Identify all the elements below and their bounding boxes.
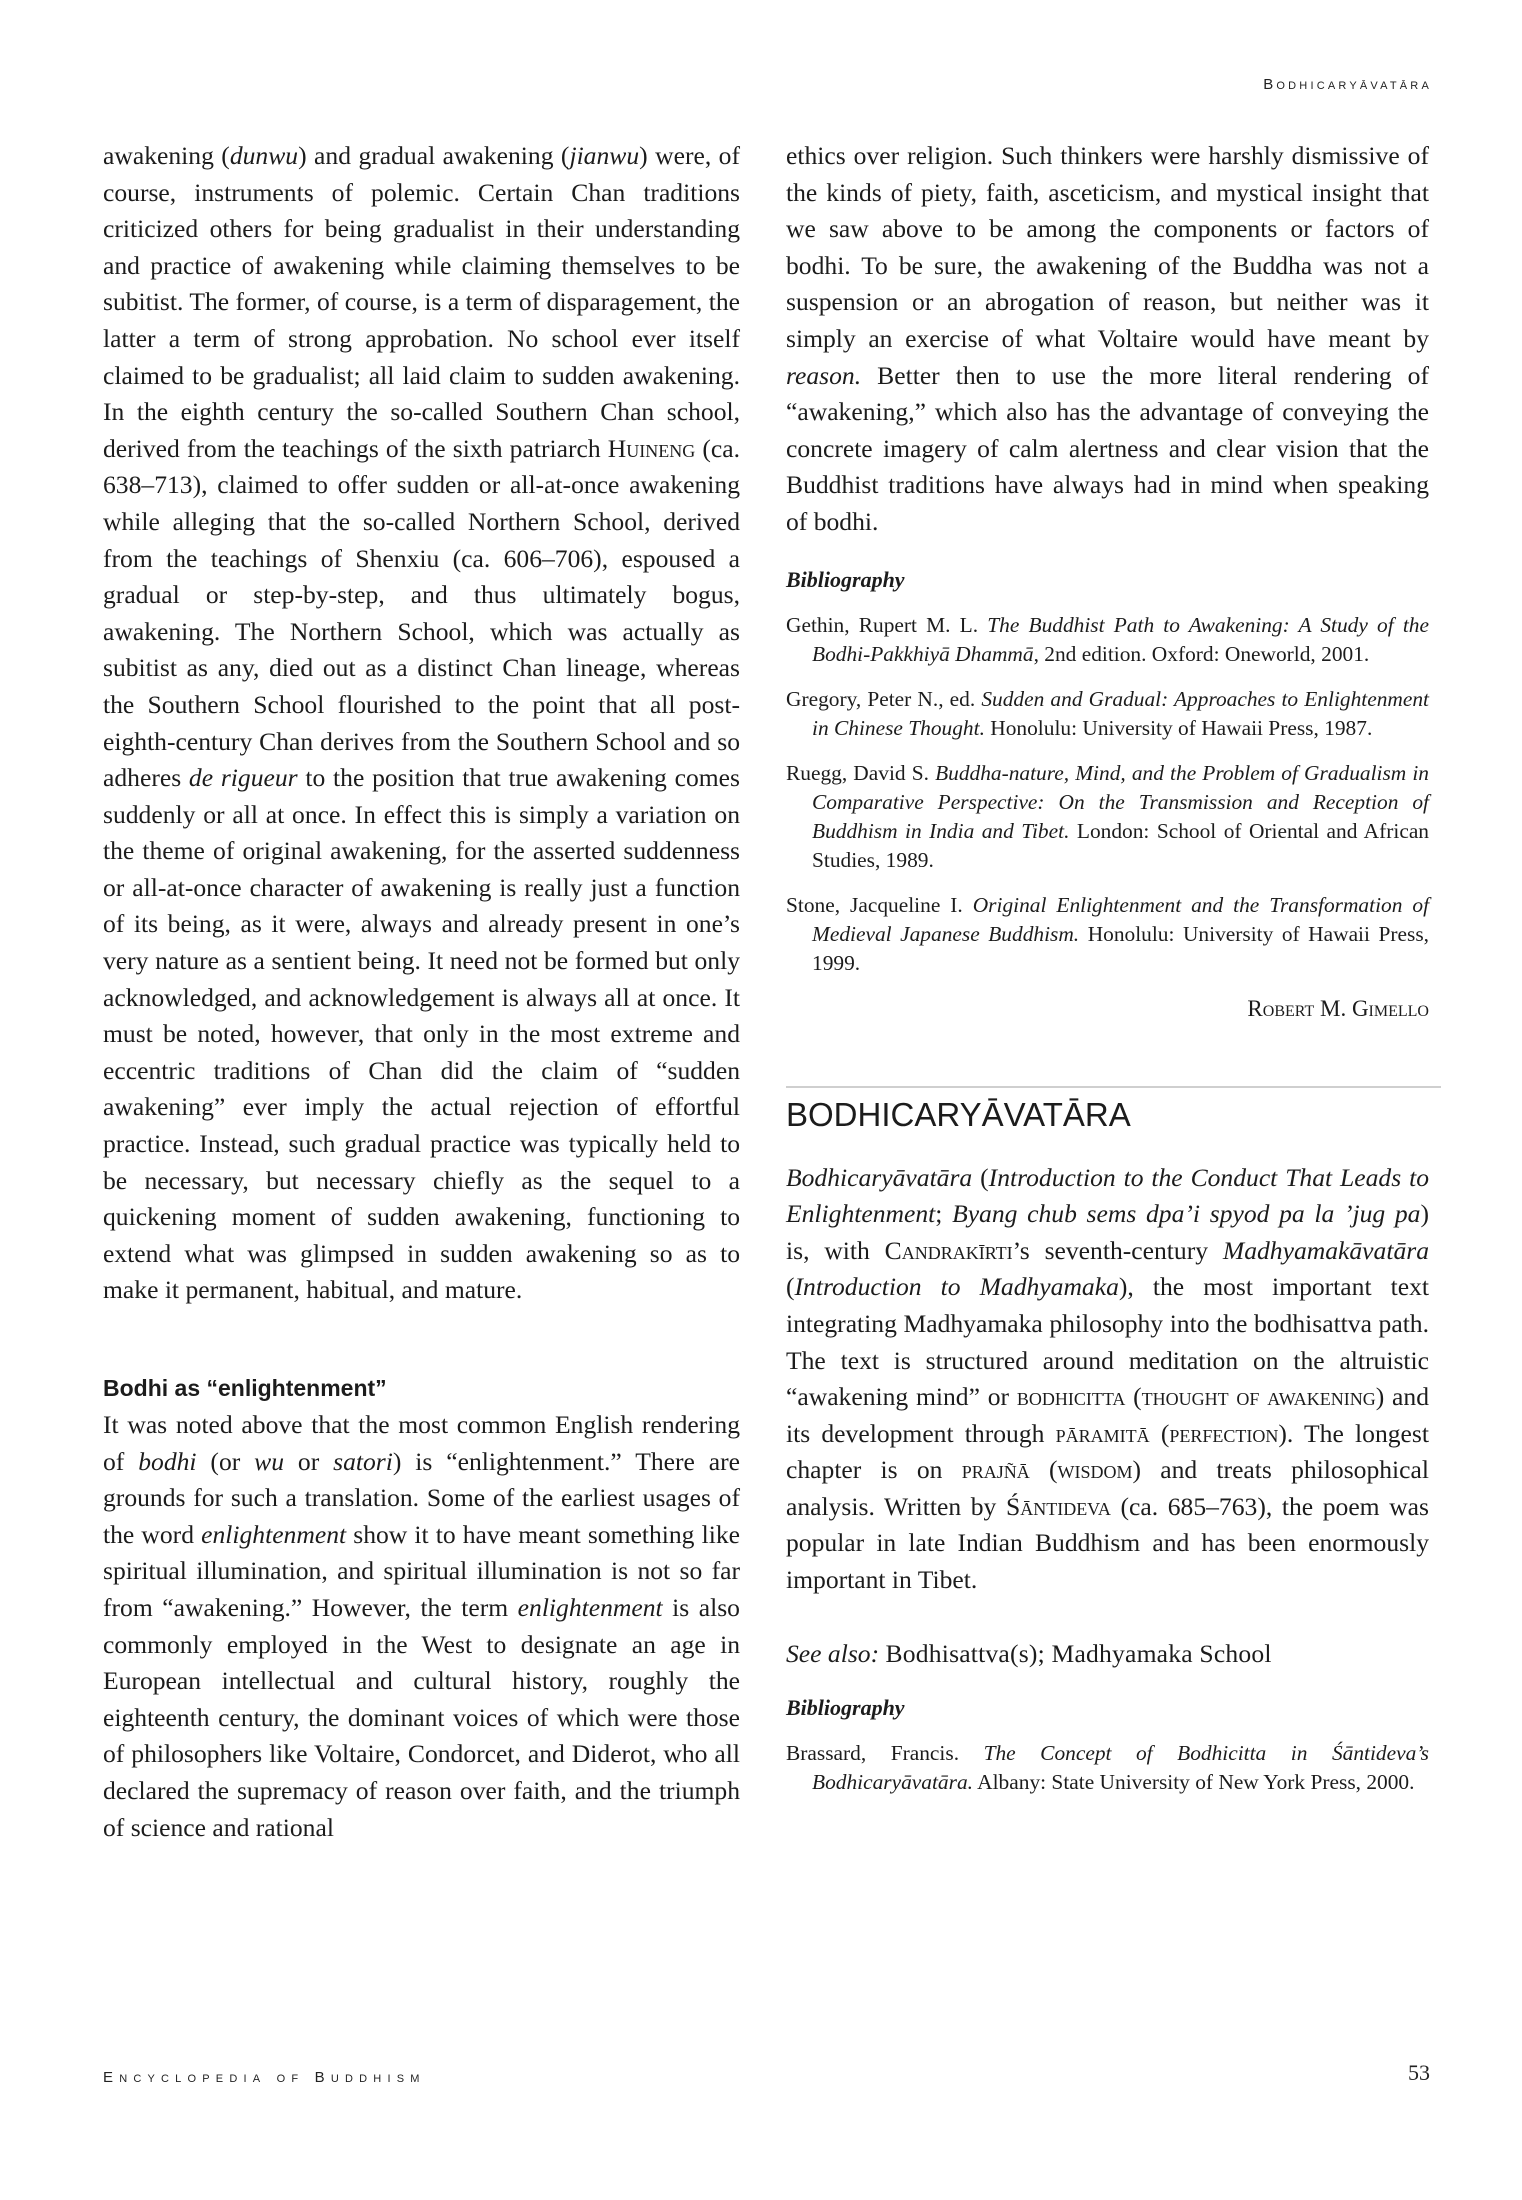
bibliography-list — [786, 611, 1429, 978]
italic-term: Buddha-nature, Mind, and the Problem of Gradualism in Comparative Perspective: On the Transmission and Reception of Buddhism in India and Tibet. — [812, 760, 1429, 843]
bibliography-heading: Bibliography — [786, 1694, 905, 1720]
bibliography-list — [786, 1739, 1429, 1797]
cross-reference[interactable]: Huineng — [607, 433, 696, 463]
cross-reference[interactable]: Candrakīrti — [884, 1235, 1013, 1265]
text-run: ; — [935, 1199, 953, 1229]
italic-term: de rigueur — [188, 763, 298, 793]
italic-term: Original Enlightenment and the Transformation of Medieval Japanese Buddhism. — [812, 892, 1430, 946]
author-signature: Robert M. Gimello — [1247, 995, 1429, 1021]
text-run: ) is “enlightenment.” There are grounds for such a translation. Some of the earliest usages of the word — [103, 1446, 740, 1549]
text-run: Honolulu: University of Hawaii Press, 1999. — [812, 921, 1429, 975]
text-run: (ca. 685–763), the poem was popular in late Indian Buddhism and has been enormously important in Tibet. — [786, 1491, 1429, 1595]
text-run: (or — [196, 1446, 255, 1476]
text-run: ( — [972, 1162, 989, 1192]
bibliography-entry — [786, 611, 1429, 669]
italic-term: satori — [333, 1446, 393, 1476]
page-number: 53 — [1408, 2060, 1430, 2085]
italic-term: reason. — [786, 360, 862, 390]
text-run: It was noted above that the most common English rendering of — [103, 1410, 740, 1476]
text-run: to the position that true awakening comes suddenly or all at once. In effect this is simply a variation on the theme of original awakening, for the asserted suddenness or all-at-once character of awakening is really just a function of its being, as it were, always and already present in one’s very nature as a sentient being. It need not be formed but only acknowledged, and acknowledgement is always all at once. It must be noted, however, that only in the most extreme and eccentric traditions of Chan did the claim of “sudden awakening” ever imply the actual rejection of effortful practice. Instead, such gradual practice was typically held to be necessary, but necessary chiefly as the sequel to a quickening moment of sudden awakening, functioning to extend what was glimpsed in sudden awakening so as to make it permanent, habitual, and mature. — [103, 763, 740, 1305]
footer-publication: Encyclopedia of Buddhism — [103, 2069, 426, 2086]
bibliography-entry — [786, 891, 1429, 978]
italic-term: Madhyamakāvatāra — [1222, 1235, 1429, 1265]
italic-term: Sudden and Gradual: Approaches to Enlightenment in Chinese Thought. — [812, 686, 1429, 740]
right-column — [786, 138, 1429, 1813]
left-column — [103, 138, 740, 1846]
cross-reference[interactable]: pāramitā (perfection) — [1055, 1418, 1287, 1448]
body-paragraph — [103, 138, 740, 1309]
text-run: ), the most important text integrating Madhyamaka philosophy into the bodhisattva path. The text is structured around meditation on the altruistic “awakening mind” or — [786, 1272, 1430, 1412]
italic-term: The Buddhist Path to Awakening: A Study of the Bodhi-Pakkhiyā Dhammā — [812, 612, 1429, 666]
italic-term: wu — [254, 1446, 285, 1476]
running-head: Bodhicaryāvatāra — [1263, 76, 1432, 93]
see-also-label: See also: — [786, 1638, 880, 1668]
text-run: Honolulu: University of Hawaii Press, 1987. — [984, 715, 1373, 740]
italic-term: enlightenment — [517, 1592, 663, 1622]
text-run: ) were, of course, instruments of polemic. Certain Chan traditions criticized others for being gradualist in their understanding and practice of awakening while claiming themselves to be subitist. The former, of course, is a term of disparagement, the latter a term of strong approbation. No school ever itself claimed to be gradualist; all laid claim to sudden awakening. In the eighth century the so-called Southern Chan school, derived from the teachings of the sixth patriarch — [103, 141, 740, 463]
bibliography-entry — [786, 759, 1429, 875]
italic-term: Introduction to the Conduct That Leads to Enlightenment — [786, 1162, 1430, 1229]
entry-paragraph — [786, 1160, 1429, 1599]
italic-term: enlightenment — [201, 1519, 347, 1549]
text-run: , 2nd edition. Oxford: Oneworld, 2001. — [1033, 641, 1370, 666]
text-run: . The longest chapter is on — [786, 1418, 1429, 1485]
text-run: is also commonly employed in the West to designate an age in European intellectual and cultural history, roughly the eighteenth century, the dominant voices of which were those of philosophers like Voltaire, Condorcet, and Diderot, who all declared the supremacy of reason over faith, and the triumph of science and rational — [103, 1592, 740, 1842]
text-run: ethics over religion. Such thinkers were harshly dismissive of the kinds of piety, faith, asceticism, and mystical insight that we saw above to be among the components or factors of bodhi. To be sure, the awakening of the Buddha was not a suspension or an abrogation of reason, but neither was it simply an exercise of what Voltaire would have meant by — [786, 141, 1429, 353]
italic-term: dunwu — [229, 141, 299, 170]
text-run: show it to have meant something like spiritual illumination, and spiritual illumination is not so far from “awakening.” However, the term — [103, 1519, 740, 1622]
text-run: or — [284, 1446, 334, 1476]
text-run: and its development through — [786, 1382, 1429, 1448]
bibliography-entry — [786, 685, 1429, 743]
entry-divider — [786, 1086, 1441, 1088]
see-also-links[interactable]: Bodhisattva(s); Madhyamaka School — [885, 1638, 1272, 1668]
text-run: Gregory, Peter N., ed. — [786, 686, 982, 711]
see-also — [786, 1639, 1429, 1669]
body-paragraph — [786, 138, 1429, 541]
text-run: London: School of Oriental and African Studies, 1989. — [812, 818, 1430, 872]
italic-term: The Concept of Bodhicitta in Śāntideva’s Bodhicaryāvatāra. — [812, 1740, 1429, 1794]
italic-term: Bodhicaryāvatāra — [786, 1162, 973, 1192]
text-run: and treats philosophical analysis. Written by — [786, 1455, 1429, 1521]
bibliography-heading: Bibliography — [786, 566, 905, 592]
bibliography-entry — [786, 1739, 1429, 1797]
cross-reference[interactable]: prajñā (wisdom) — [961, 1455, 1141, 1485]
text-run: awakening ( — [103, 141, 230, 170]
cross-reference[interactable]: bodhicitta (thought of awakening) — [1016, 1382, 1385, 1412]
italic-term: jianwu — [569, 141, 640, 170]
section-subheading: Bodhi as “enlightenment” — [103, 1375, 387, 1401]
text-run: (ca. 638–713), claimed to offer sudden or all-at-once awakening while alleging that the so-called Northern School, derived from the teachings of Shenxiu (ca. 606–706), espoused a gradual or step-by-step, and thus ultimately bogus, awakening. The Northern School, which was actually as subitist as any, died out as a distinct Chan lineage, whereas the Southern School flourished to the point that all post-eighth-century Chan derives from the Southern School and so adheres — [103, 433, 741, 793]
text-run: ) is, with — [786, 1199, 1429, 1265]
text-run: ( — [786, 1272, 795, 1302]
entry-title: BODHICARYĀVATĀRA — [786, 1095, 1131, 1133]
cross-reference[interactable]: Śāntideva — [1005, 1491, 1111, 1521]
italic-term: bodhi — [138, 1446, 197, 1476]
text-run: Better then to use the more literal rendering of “awakening,” which also has the advantage of conveying the concrete imagery of calm alertness and clear vision that the Buddhist traditions have always had in mind when speaking of bodhi. — [786, 360, 1429, 536]
text-run: Albany: State University of New York Press, 2000. — [973, 1769, 1415, 1794]
text-run: Ruegg, David S. — [786, 760, 936, 785]
text-run: Gethin, Rupert M. L. — [786, 612, 988, 637]
italic-term: Byang chub sems dpa’i spyod pa la ’jug pa — [952, 1199, 1421, 1229]
italic-term: Introduction to Madhyamaka — [794, 1272, 1119, 1302]
text-run: ) and gradual awakening ( — [298, 141, 570, 170]
text-run: Stone, Jacqueline I. — [786, 892, 973, 917]
text-run: Brassard, Francis. — [786, 1740, 984, 1765]
body-paragraph — [103, 1407, 740, 1846]
text-run: ’s seventh-century — [1012, 1235, 1223, 1265]
